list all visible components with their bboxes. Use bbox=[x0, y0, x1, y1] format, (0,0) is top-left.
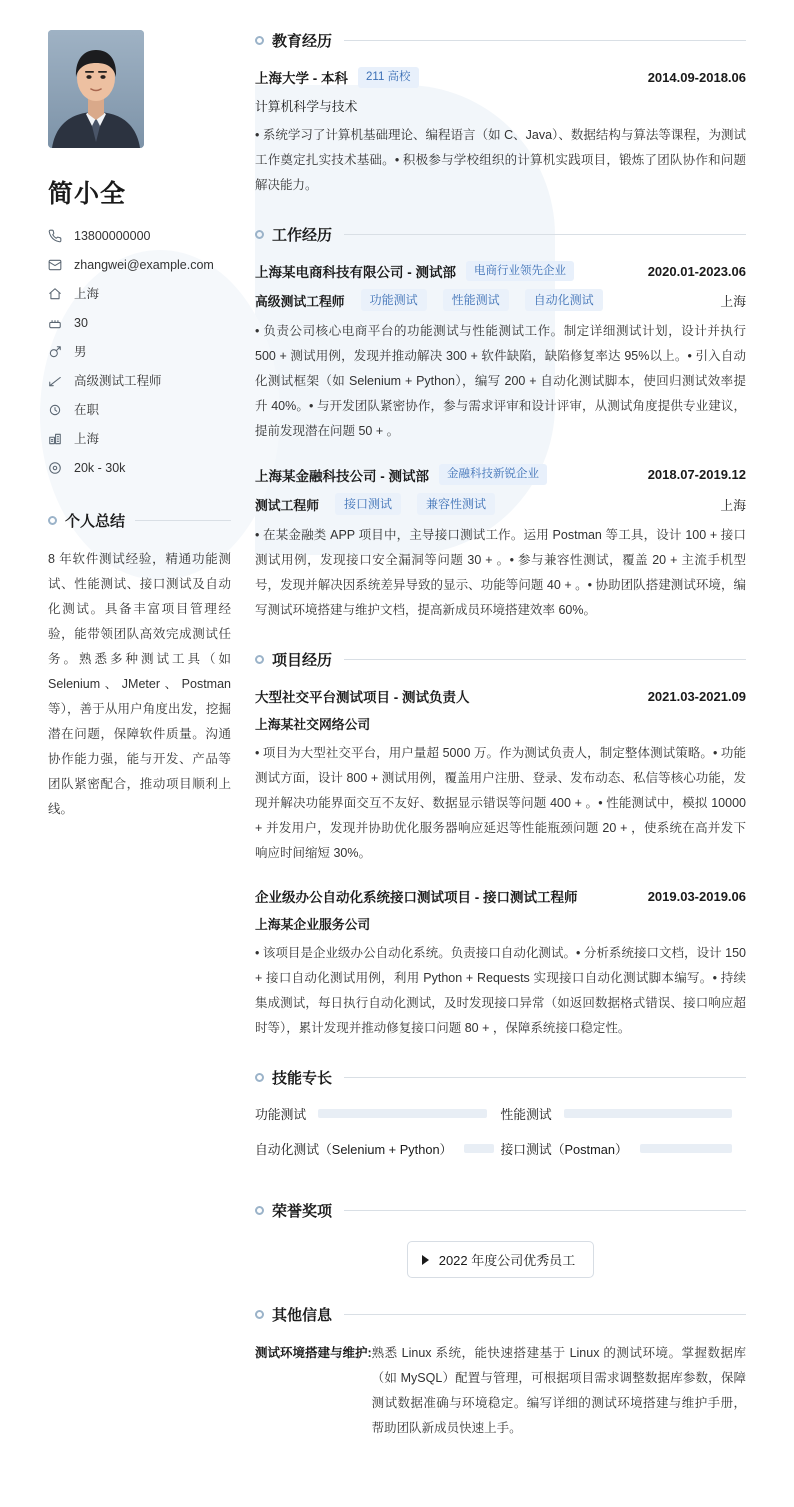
other-item bbox=[255, 1341, 746, 1441]
project-title: 项目经历 bbox=[272, 652, 333, 670]
project-name: 大型社交平台测试项目 - 测试负责人 bbox=[255, 690, 470, 706]
contact-value: 30 bbox=[74, 315, 88, 330]
candidate-name: 简小全 bbox=[48, 180, 127, 208]
school-tag: 211 高校 bbox=[358, 67, 419, 88]
project-entry bbox=[255, 886, 746, 1041]
home-icon bbox=[48, 286, 66, 302]
skill-name: 自动化测试（Selenium + Python） bbox=[255, 1142, 453, 1158]
education-entry bbox=[255, 67, 746, 198]
project-company: 上海某社交网络公司 bbox=[255, 717, 371, 733]
bullet-icon bbox=[48, 516, 57, 525]
entry-header bbox=[255, 464, 746, 485]
skill-item bbox=[255, 1139, 501, 1158]
summary-text: 8 年软件测试经验，精通功能测试、性能测试、接口测试及自动化测试。具备丰富项目管理经验，能带领团队高效完成测试任务。熟悉多种测试工具（如 Selenium、JMeter、Postman 等），善于从用户角度出发，挖掘潜在问题，保障软件质量。沟通协作能力强，能与开发、产品等团队紧密配合，推动项目顺利上线。 bbox=[48, 552, 231, 816]
role-name: 高级测试工程师 bbox=[255, 293, 345, 309]
work-entry bbox=[255, 464, 746, 623]
bullet-icon bbox=[255, 36, 264, 45]
work-description: • 在某金融类 APP 项目中，主导接口测试工作。运用 Postman 等工具，设计 100 + 接口测试用例，发现接口安全漏洞等问题 30 + 。• 参与兼容性测试，覆盖 20 + 主流手机型号，发现并解决因系统差异导致的显示、功能等问题 40 + 。• 协助团队搭建测试环境，编写测试环境搭建与维护文档，提高新成员环境搭建效率 60%。 bbox=[255, 528, 746, 618]
skill-item bbox=[501, 1139, 747, 1158]
bullet-icon bbox=[255, 230, 264, 239]
skill-bar bbox=[464, 1144, 494, 1153]
honors-title: 荣誉奖项 bbox=[272, 1203, 333, 1221]
project-date: 2021.03-2021.09 bbox=[647, 688, 746, 704]
skills-grid bbox=[255, 1104, 746, 1174]
role-row bbox=[255, 289, 746, 311]
work-title: 工作经历 bbox=[272, 226, 333, 244]
project-date: 2019.03-2019.06 bbox=[647, 888, 746, 904]
contact-value: 13800000000 bbox=[74, 228, 151, 243]
contact-value: 上海 bbox=[74, 431, 100, 446]
briefcase-icon bbox=[48, 373, 66, 389]
education-title: 教育经历 bbox=[272, 33, 333, 50]
summary-section-header bbox=[48, 510, 231, 531]
contact-item-gender bbox=[48, 344, 231, 360]
contact-item-position bbox=[48, 373, 231, 389]
sidebar bbox=[0, 0, 255, 1507]
other-title: 其他信息 bbox=[272, 1307, 333, 1325]
city-icon bbox=[48, 431, 66, 447]
section-other bbox=[255, 1304, 746, 1441]
summary-title: 个人总结 bbox=[65, 513, 126, 530]
role-skill-tag: 兼容性测试 bbox=[417, 493, 495, 515]
divider bbox=[344, 1077, 746, 1078]
skills-title: 技能专长 bbox=[272, 1070, 333, 1088]
divider bbox=[344, 234, 746, 235]
project-description: • 项目为大型社交平台，用户量超 5000 万。作为测试负责人，制定整体测试策略。• 功能测试方面，设计 800 + 测试用例，覆盖用户注册、登录、发布动态、私信等核心功能，发现并解决功能界面交互不友好、数据显示错误等问题 400 + 。• 性能测试中，模拟 10000 + 并发用户，发现并协助优化服务器响应延迟等性能瓶颈问题 20 + ，使系统在高并发下响应时间缩短 30%。 bbox=[255, 746, 746, 861]
skill-bar bbox=[640, 1144, 732, 1153]
work-entry bbox=[255, 261, 746, 445]
project-entry bbox=[255, 686, 746, 866]
contact-value: 20k - 30k bbox=[74, 460, 126, 475]
entry-header bbox=[255, 261, 746, 282]
project-description: • 该项目是企业级办公自动化系统。负责接口自动化测试。• 分析系统接口文档，设计 150 + 接口自动化测试用例，利用 Python + Requests 实现接口自动化测试脚本编写。• 持续集成测试，每日执行自动化测试，及时发现接口异常（如返回数据格式错误、接口响应超时等），累计发现并推动修复接口问题 80 + ，保障系统接口稳定性。 bbox=[255, 946, 746, 1036]
gender-icon bbox=[48, 344, 66, 360]
work-location: 上海 bbox=[720, 497, 746, 513]
honor-item[interactable] bbox=[407, 1241, 595, 1278]
section-honors bbox=[255, 1200, 746, 1278]
play-triangle-icon bbox=[422, 1255, 429, 1265]
skill-bar bbox=[564, 1109, 732, 1118]
contact-item-hometown bbox=[48, 286, 231, 302]
education-section-header bbox=[255, 30, 746, 51]
role-skill-tag: 自动化测试 bbox=[525, 289, 603, 311]
role-skill-tag: 接口测试 bbox=[335, 493, 401, 515]
avatar bbox=[48, 30, 144, 148]
divider bbox=[344, 1210, 746, 1211]
contact-item-city bbox=[48, 431, 231, 447]
skill-bar bbox=[318, 1109, 486, 1118]
section-work bbox=[255, 224, 746, 623]
honor-label: 2022 年度公司优秀员工 bbox=[438, 1253, 576, 1269]
contact-value: 在职 bbox=[74, 402, 100, 417]
contact-list bbox=[48, 228, 231, 476]
section-skills bbox=[255, 1067, 746, 1174]
skill-name: 性能测试 bbox=[500, 1107, 552, 1123]
role-skill-tag: 功能测试 bbox=[361, 289, 427, 311]
role-row bbox=[255, 493, 746, 515]
honors-section-header bbox=[255, 1200, 746, 1221]
other-section-header bbox=[255, 1304, 746, 1325]
project-name: 企业级办公自动化系统接口测试项目 - 接口测试工程师 bbox=[255, 890, 578, 906]
entry-header bbox=[255, 686, 746, 706]
school-name: 上海大学 - 本科 bbox=[255, 71, 348, 87]
education-date: 2014.09-2018.06 bbox=[647, 69, 746, 85]
skill-item bbox=[501, 1104, 747, 1123]
entry-header bbox=[255, 67, 746, 88]
bullet-icon bbox=[255, 1206, 264, 1215]
contact-item-age bbox=[48, 315, 231, 331]
work-location: 上海 bbox=[720, 293, 746, 309]
contact-value: 男 bbox=[74, 344, 87, 359]
other-value: 熟悉 Linux 系统，能快速搭建基于 Linux 的测试环境。掌握数据库（如 MySQL）配置与管理，可根据项目需求调整数据库参数，保障测试数据准确与环境稳定。编写详细的测试环境搭建与维护手册，帮助团队新成员快速上手。 bbox=[371, 1346, 746, 1436]
divider bbox=[344, 1314, 746, 1315]
contact-item-email bbox=[48, 257, 231, 273]
role-name: 测试工程师 bbox=[255, 497, 319, 513]
contact-item-status bbox=[48, 402, 231, 418]
contact-item-phone bbox=[48, 228, 231, 244]
salary-icon bbox=[48, 460, 66, 476]
skills-section-header bbox=[255, 1067, 746, 1088]
work-section-header bbox=[255, 224, 746, 245]
bullet-icon bbox=[255, 1310, 264, 1319]
section-project bbox=[255, 649, 746, 1041]
work-date: 2020.01-2023.06 bbox=[647, 263, 746, 279]
cake-icon bbox=[48, 315, 66, 331]
main-content bbox=[255, 0, 794, 1507]
mail-icon bbox=[48, 257, 66, 273]
divider bbox=[135, 520, 231, 521]
section-education bbox=[255, 30, 746, 198]
divider bbox=[344, 659, 746, 660]
other-label: 测试环境搭建与维护: bbox=[255, 1346, 372, 1361]
project-company: 上海某企业服务公司 bbox=[255, 917, 371, 933]
contact-value: 高级测试工程师 bbox=[74, 373, 162, 388]
entry-header bbox=[255, 886, 746, 906]
bullet-icon bbox=[255, 1073, 264, 1082]
project-section-header bbox=[255, 649, 746, 670]
contact-item-salary bbox=[48, 460, 231, 476]
company-name: 上海某金融科技公司 - 测试部 bbox=[255, 468, 429, 484]
work-description: • 负责公司核心电商平台的功能测试与性能测试工作。制定详细测试计划，设计并执行 500 + 测试用例，发现并推动解决 300 + 软件缺陷，缺陷修复率达 95%以上。• 引入自动化测试框架（如 Selenium + Python），编写 200 + 自动化测试脚本，使回归测试效率提升 40%。• 与开发团队紧密协作，参与需求评审和设计评审，从测试角度提供专业建议，提前发现潜在问题 50 + 。 bbox=[255, 324, 746, 439]
divider bbox=[344, 40, 746, 41]
bullet-icon bbox=[255, 655, 264, 664]
contact-value: 上海 bbox=[74, 286, 100, 301]
phone-icon bbox=[48, 228, 66, 244]
company-tag: 金融科技新锐企业 bbox=[439, 464, 547, 485]
company-tag: 电商行业领先企业 bbox=[466, 261, 574, 282]
education-description: • 系统学习了计算机基础理论、编程语言（如 C、Java）、数据结构与算法等课程，为测试工作奠定扎实技术基础。• 积极参与学校组织的计算机实践项目，锻炼了团队协作和问题解决能力。 bbox=[255, 127, 746, 192]
contact-value: zhangwei@example.com bbox=[74, 257, 214, 272]
skill-name: 接口测试（Postman） bbox=[500, 1142, 628, 1158]
company-name: 上海某电商科技有限公司 - 测试部 bbox=[255, 265, 456, 280]
major-name: 计算机科学与技术 bbox=[255, 98, 358, 114]
status-icon bbox=[48, 402, 66, 418]
work-date: 2018.07-2019.12 bbox=[647, 467, 746, 483]
role-skill-tag: 性能测试 bbox=[443, 289, 509, 311]
skill-item bbox=[255, 1104, 501, 1123]
skill-name: 功能测试 bbox=[255, 1107, 307, 1123]
